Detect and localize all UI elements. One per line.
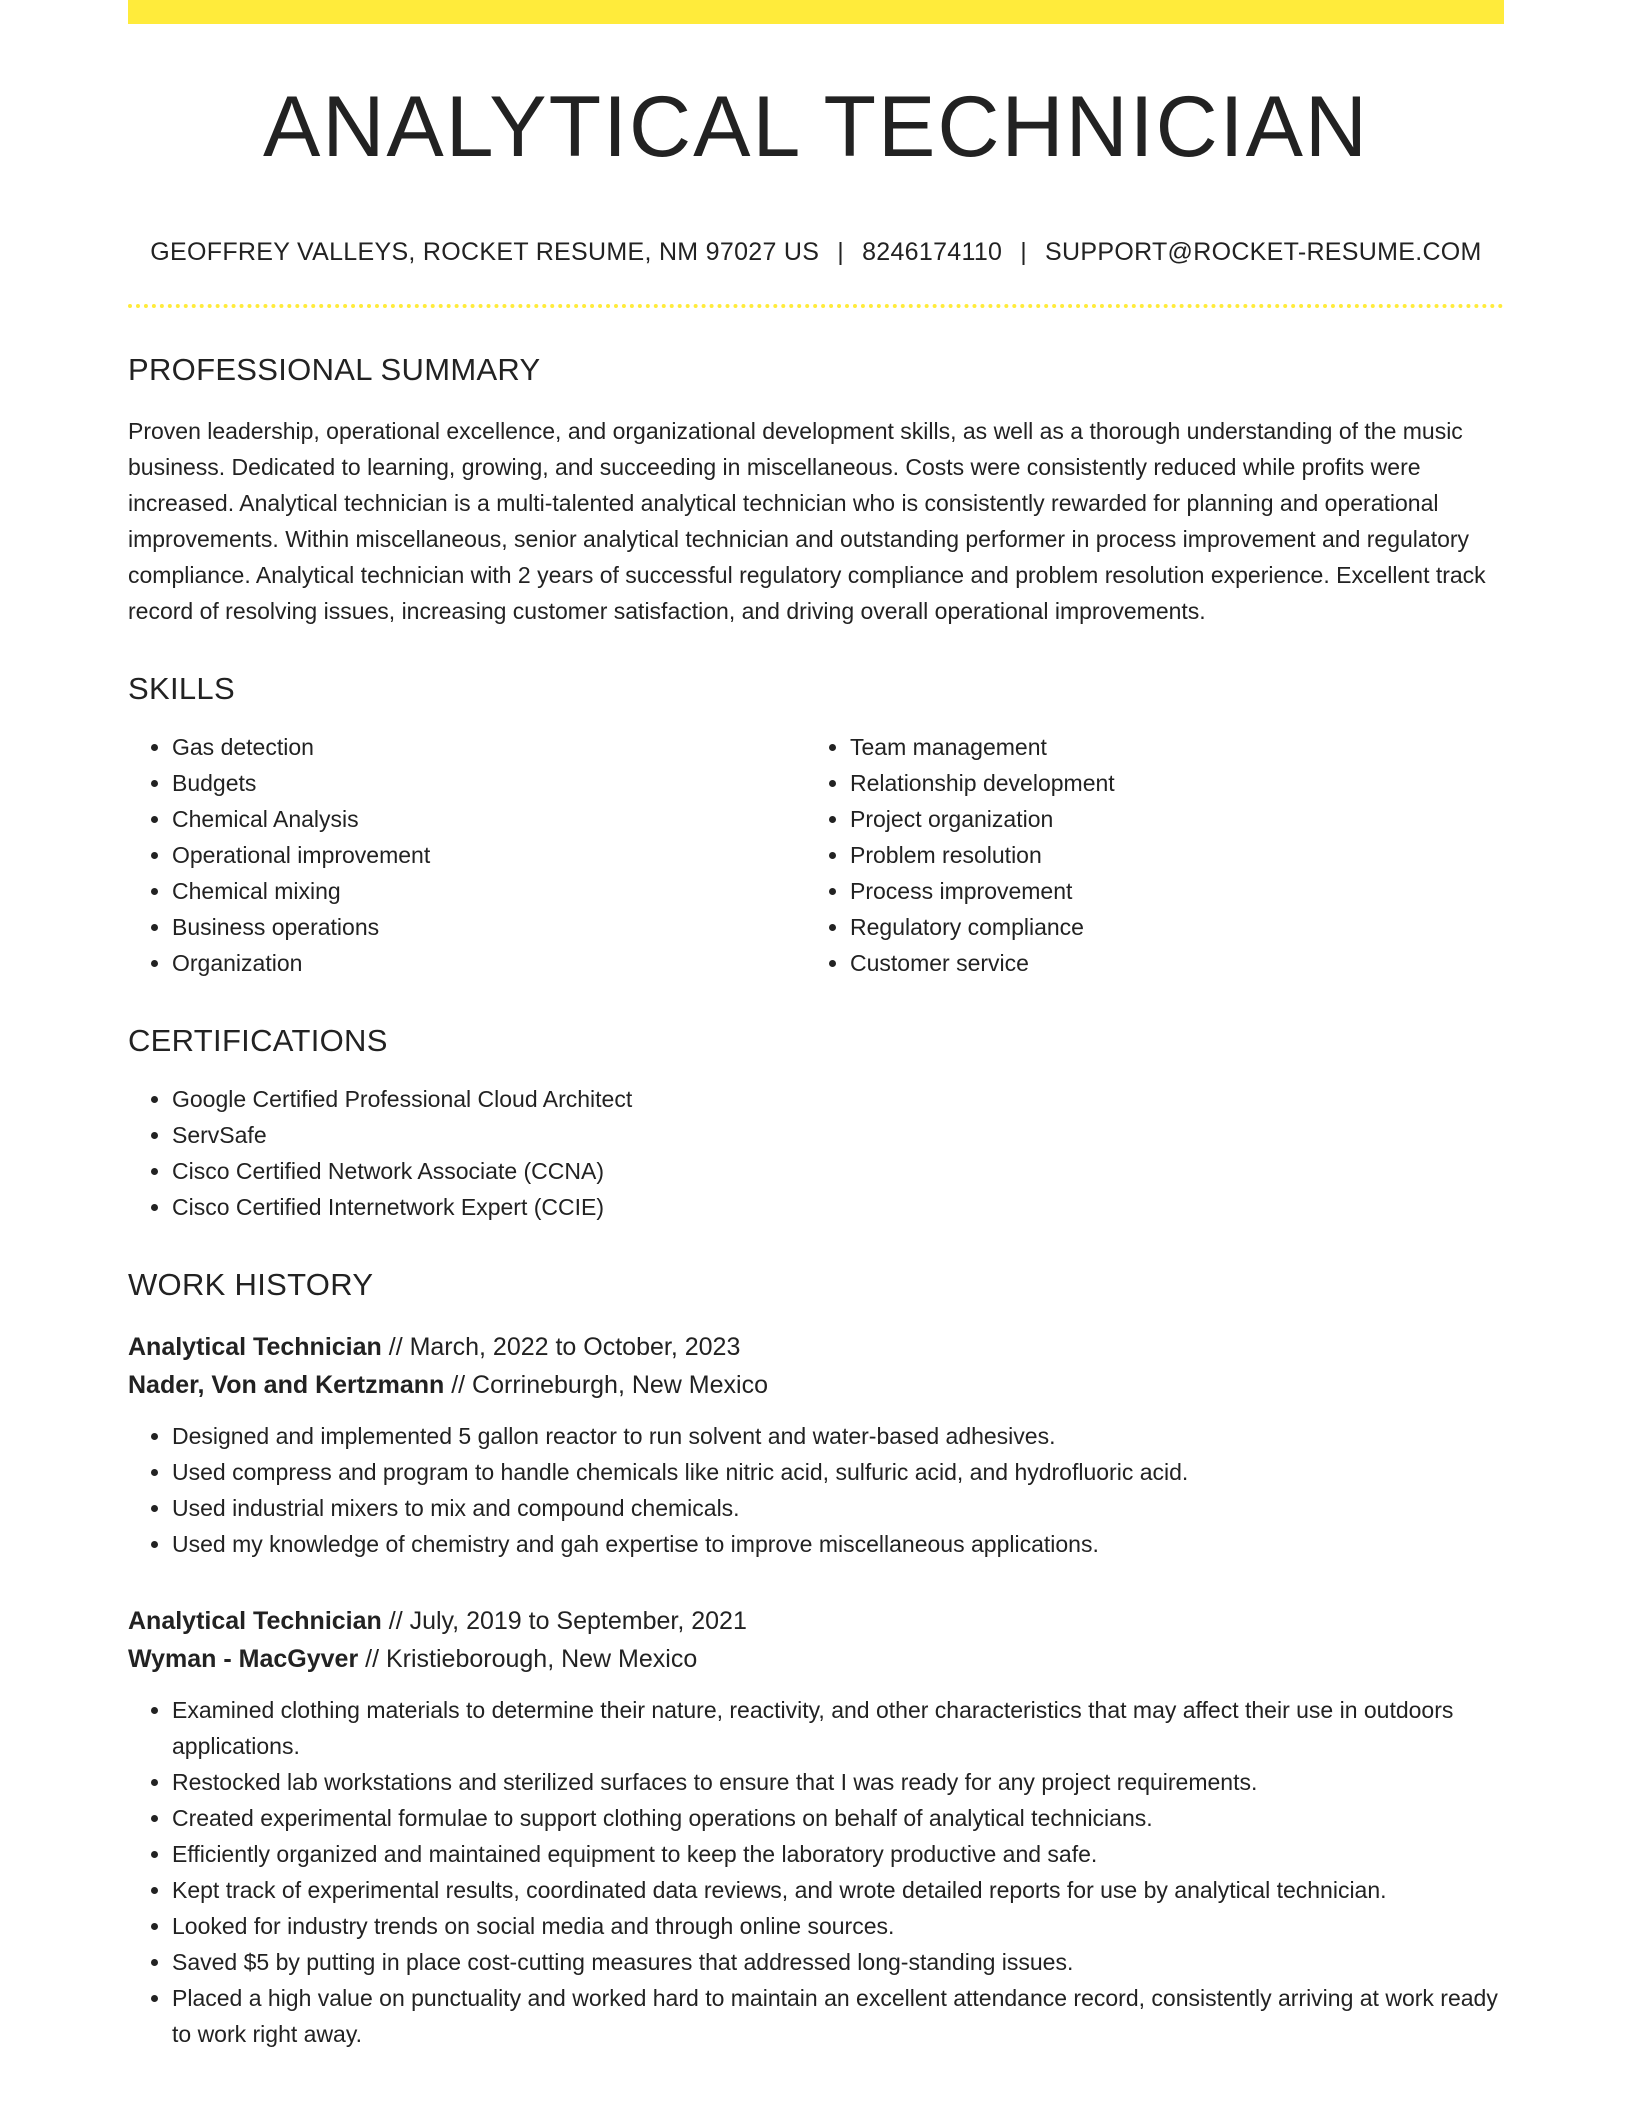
- job-title: Analytical Technician: [128, 1333, 382, 1361]
- job-bullets: [128, 1418, 1504, 1562]
- job-dates: // July, 2019 to September, 2021: [381, 1607, 747, 1635]
- job-bullet: • Used industrial mixers to mix and compound chemicals.: [172, 1490, 1504, 1526]
- summary-section: [128, 352, 1504, 629]
- certifications-heading: CERTIFICATIONS: [128, 1023, 388, 1058]
- job-location: // Corrineburgh, New Mexico: [444, 1371, 768, 1399]
- summary-text: Proven leadership, operational excellence, and organizational development skills, as well as a thorough understanding of the music business. Dedicated to learning, growing, and succeeding in miscellaneous. Costs were consistently reduced while profits were increased. Analytical technician is a multi-talented analytical technician who is consistently rewarded for planning and operational improvements. Within miscellaneous, senior analytical technician and outstanding performer in process improvement and regulatory compliance. Analytical technician with 2 years of successful regulatory compliance and problem resolution experience. Excellent track record of resolving issues, increasing customer satisfaction, and driving overall operational improvements.: [128, 418, 1486, 624]
- skill-item: • Organization: [172, 945, 806, 981]
- job-location: // Kristieborough, New Mexico: [358, 1645, 698, 1673]
- summary-heading: PROFESSIONAL SUMMARY: [128, 352, 541, 387]
- certification-item: • ServSafe: [172, 1117, 1504, 1153]
- job-company-line: [128, 1640, 1504, 1678]
- job-title: Analytical Technician: [128, 1607, 382, 1635]
- job-bullet: • Placed a high value on punctuality and worked hard to maintain an excellent attendance record, consistently arriving at work ready to work right away.: [172, 1980, 1504, 2052]
- resume-page: [128, 0, 1504, 2052]
- skill-item: • Gas detection: [172, 729, 806, 765]
- job-title-line: [128, 1328, 1504, 1366]
- top-accent-bar: [128, 0, 1504, 24]
- job-bullet: • Used my knowledge of chemistry and gah expertise to improve miscellaneous applications.: [172, 1526, 1504, 1562]
- skill-item: • Chemical mixing: [172, 873, 806, 909]
- resume-title: ANALYTICAL TECHNICIAN: [262, 79, 1370, 175]
- skill-item: • Operational improvement: [172, 837, 806, 873]
- contact-line: [128, 238, 1504, 267]
- job-bullet: • Examined clothing materials to determine their nature, reactivity, and other characteristics that may affect their use in outdoors applications.: [172, 1692, 1504, 1764]
- work-history-section: [128, 1267, 1504, 2052]
- job-bullet: • Efficiently organized and maintained equipment to keep the laboratory productive and safe.: [172, 1836, 1504, 1872]
- job-company: Wyman - MacGyver: [128, 1645, 359, 1673]
- job-company: Nader, Von and Kertzmann: [128, 1371, 445, 1399]
- job-bullet: • Looked for industry trends on social media and through online sources.: [172, 1908, 1504, 1944]
- skill-item: • Chemical Analysis: [172, 801, 806, 837]
- job-entry: [128, 1328, 1504, 1562]
- skills-heading: SKILLS: [128, 671, 235, 706]
- job-bullet: • Designed and implemented 5 gallon reactor to run solvent and water-based adhesives.: [172, 1418, 1504, 1454]
- job-bullet: • Used compress and program to handle chemicals like nitric acid, sulfuric acid, and hydrofluoric acid.: [172, 1454, 1504, 1490]
- contact-address: GEOFFREY VALLEYS, ROCKET RESUME, NM 97027 US: [150, 238, 820, 266]
- header-divider: [128, 304, 1504, 308]
- skills-list-right: [806, 729, 1484, 981]
- skill-item: • Problem resolution: [850, 837, 1484, 873]
- certifications-list: [128, 1081, 1504, 1225]
- skill-item: • Customer service: [850, 945, 1484, 981]
- contact-phone: 8246174110: [862, 238, 1003, 266]
- skills-grid: [128, 707, 1504, 981]
- contact-separator: |: [1020, 238, 1028, 266]
- skill-item: • Budgets: [172, 765, 806, 801]
- skill-item: • Team management: [850, 729, 1484, 765]
- job-bullet: • Created experimental formulae to support clothing operations on behalf of analytical technicians.: [172, 1800, 1504, 1836]
- skill-item: • Business operations: [172, 909, 806, 945]
- skill-item: • Process improvement: [850, 873, 1484, 909]
- skills-list-left: [128, 729, 806, 981]
- job-dates: // March, 2022 to October, 2023: [381, 1333, 741, 1361]
- job-bullet: • Kept track of experimental results, coordinated data reviews, and wrote detailed reports for use by analytical technician.: [172, 1872, 1504, 1908]
- skills-section: [128, 671, 1504, 981]
- job-bullets: [128, 1692, 1504, 2052]
- job-company-line: [128, 1366, 1504, 1404]
- certification-item: • Cisco Certified Internetwork Expert (CCIE): [172, 1189, 1504, 1225]
- certifications-section: [128, 1023, 1504, 1225]
- contact-email: SUPPORT@ROCKET-RESUME.COM: [1045, 238, 1482, 266]
- job-bullet: • Saved $5 by putting in place cost-cutting measures that addressed long-standing issues.: [172, 1944, 1504, 1980]
- job-entry: [128, 1602, 1504, 2052]
- work-history-heading: WORK HISTORY: [128, 1267, 374, 1302]
- skill-item: • Regulatory compliance: [850, 909, 1484, 945]
- certification-item: • Cisco Certified Network Associate (CCNA): [172, 1153, 1504, 1189]
- skill-item: • Relationship development: [850, 765, 1484, 801]
- job-bullet: • Restocked lab workstations and sterilized surfaces to ensure that I was ready for any project requirements.: [172, 1764, 1504, 1800]
- job-title-line: [128, 1602, 1504, 1640]
- certification-item: • Google Certified Professional Cloud Architect: [172, 1081, 1504, 1117]
- skill-item: • Project organization: [850, 801, 1484, 837]
- contact-separator: |: [837, 238, 845, 266]
